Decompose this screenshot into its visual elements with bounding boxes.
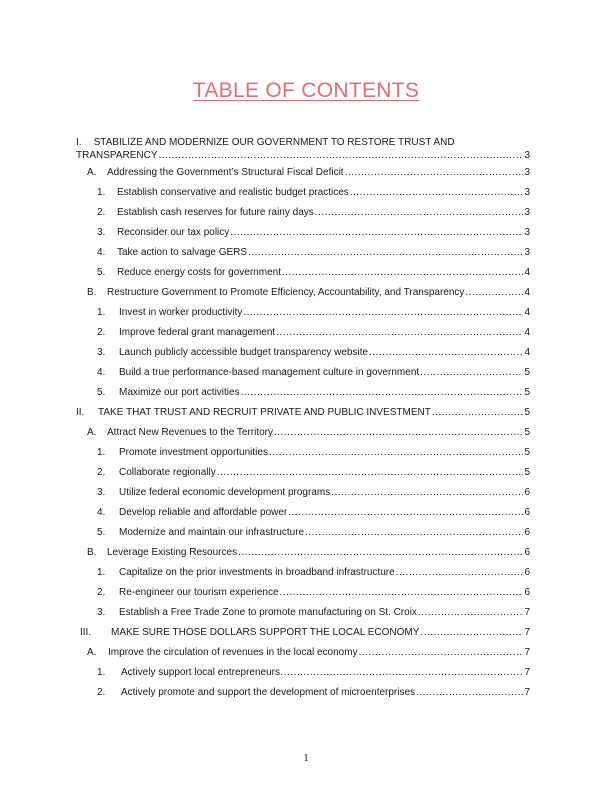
toc-text: Capitalize on the prior investments in broadband infrastructure [119, 567, 395, 578]
toc-entry[interactable] [87, 287, 530, 299]
toc-page: 3 [524, 150, 530, 161]
toc-number: III. [80, 627, 92, 638]
toc-leader [418, 607, 523, 619]
toc-page: 5 [524, 387, 530, 398]
toc-text: TAKE THAT TRUST AND RECRUIT PRIVATE AND PUBLIC INVESTMENT [98, 407, 431, 418]
toc-leader [288, 507, 523, 519]
toc-entry[interactable] [97, 667, 530, 679]
toc-entry[interactable] [97, 227, 530, 239]
toc-text: Actively support local entrepreneurs. [121, 667, 283, 678]
toc-text: Establish a Free Trade Zone to promote manufacturing on St. Croix [119, 607, 417, 618]
toc-text: Leverage Existing Resources [107, 547, 238, 558]
toc-leader [416, 687, 523, 699]
toc-page: 3 [524, 207, 530, 218]
toc-number: 1. [97, 567, 106, 578]
toc-page: 6 [524, 507, 530, 518]
toc-leader [369, 347, 523, 359]
toc-number: 4. [97, 367, 106, 378]
toc-entry[interactable] [97, 587, 530, 599]
toc-text: Build a true performance-based management culture in government [119, 367, 420, 378]
toc-number: 4. [97, 507, 106, 518]
toc-entry[interactable] [97, 207, 530, 219]
toc-page: 6 [524, 487, 530, 498]
toc-text: STABILIZE AND MODERNIZE OUR GOVERNMENT TO RESTORE TRUST AND [93, 137, 455, 148]
toc-number: B. [87, 547, 97, 558]
toc-number: A. [87, 167, 97, 178]
toc-number: 2. [97, 327, 106, 338]
toc-leader [241, 387, 523, 399]
toc-text: Attract New Revenues to the Territory [107, 427, 273, 438]
toc-leader [274, 427, 523, 439]
toc-page: 7 [524, 607, 530, 618]
toc-page: 4 [524, 267, 530, 278]
toc-number: 3. [97, 347, 106, 358]
toc-number: 3. [97, 227, 106, 238]
toc-entry[interactable] [87, 647, 530, 659]
toc-text: Collaborate regionally [119, 467, 216, 478]
toc-page: 4 [524, 347, 530, 358]
toc-text: Actively promote and support the development of microenterprises [121, 687, 416, 698]
toc-number: 3. [97, 487, 106, 498]
toc-number: 1. [97, 187, 106, 198]
toc-number: A. [87, 427, 97, 438]
toc-text: Modernize and maintain our infrastructure [119, 527, 305, 538]
toc-number: 2. [97, 207, 106, 218]
toc-entry[interactable] [97, 387, 530, 399]
toc-entry[interactable] [97, 567, 530, 579]
toc-text: Launch publicly accessible budget transparency website [119, 347, 369, 358]
toc-page: 6 [524, 547, 530, 558]
toc-leader [420, 627, 523, 639]
toc-page: 6 [524, 587, 530, 598]
toc-entry[interactable] [97, 447, 530, 459]
toc-text: MAKE SURE THOSE DOLLARS SUPPORT THE LOCAL ECONOMY [111, 627, 420, 638]
toc-number: 4. [97, 247, 106, 258]
toc-entry[interactable] [97, 507, 530, 519]
toc-page: 5 [524, 367, 530, 378]
toc-leader [248, 247, 523, 259]
toc-number: 3. [97, 607, 106, 618]
toc-section-i-line2[interactable] [76, 150, 530, 162]
toc-leader [280, 587, 523, 599]
toc-text: Reduce energy costs for government [117, 267, 281, 278]
toc-leader [243, 307, 523, 319]
toc-page: 3 [524, 187, 530, 198]
toc-entry[interactable] [87, 547, 530, 559]
toc-leader [276, 327, 523, 339]
toc-leader [230, 227, 523, 239]
toc-entry[interactable] [97, 367, 530, 379]
toc-number: 2. [97, 467, 106, 478]
toc-number: I. [76, 137, 82, 148]
toc-number: 5. [97, 387, 106, 398]
toc-entry[interactable] [97, 247, 530, 259]
toc-entry[interactable] [97, 687, 530, 699]
toc-text: Take action to salvage GERS [117, 247, 248, 258]
toc-leader [465, 287, 523, 299]
toc-leader [159, 150, 524, 162]
toc-entry[interactable] [97, 267, 530, 279]
toc-number: 5. [97, 267, 106, 278]
toc-entry[interactable] [97, 307, 530, 319]
toc-text: Maximize our port activities [119, 387, 240, 398]
toc-page: 7 [524, 647, 530, 658]
toc-page: 4 [524, 287, 530, 298]
toc-page: 7 [524, 667, 530, 678]
page-title: TABLE OF CONTENTS [192, 79, 420, 102]
page-number: 1 [303, 752, 309, 764]
toc-number: 2. [97, 687, 106, 698]
toc-leader [238, 547, 523, 559]
toc-text: Improve the circulation of revenues in the local economy [108, 647, 358, 658]
toc-page: 4 [524, 327, 530, 338]
toc-entry[interactable] [97, 487, 530, 499]
toc-number: B. [87, 287, 97, 298]
toc-leader [331, 487, 523, 499]
toc-page: 5 [524, 447, 530, 458]
toc-text: Improve federal grant management [119, 327, 276, 338]
toc-number: II. [76, 407, 85, 418]
toc-leader [217, 467, 523, 479]
toc-text: Utilize federal economic development programs [119, 487, 331, 498]
toc-page: 6 [524, 527, 530, 538]
toc-entry[interactable] [97, 467, 530, 479]
toc-leader [350, 187, 523, 199]
toc-text: Restructure Government to Promote Efficiency, Accountability, and Transparency [107, 287, 465, 298]
toc-text: Develop reliable and affordable power [119, 507, 288, 518]
toc-page: 6 [524, 567, 530, 578]
toc-entry[interactable] [97, 327, 530, 339]
toc-leader [345, 167, 523, 179]
toc-entry[interactable] [87, 167, 530, 179]
toc-entry[interactable] [97, 187, 530, 199]
toc-number: 5. [97, 527, 106, 538]
toc-page: 4 [524, 307, 530, 318]
toc-entry[interactable] [97, 527, 530, 539]
toc-leader [420, 367, 523, 379]
toc-text: Establish conservative and realistic budget practices [117, 187, 349, 198]
toc-leader [284, 667, 523, 679]
toc-number: 1. [97, 667, 106, 678]
toc-page: 7 [524, 687, 530, 698]
toc-entry[interactable] [97, 347, 530, 359]
toc-leader [315, 207, 523, 219]
toc-text: Re-engineer our tourism experience [119, 587, 279, 598]
toc-leader [282, 267, 523, 279]
toc-text: Reconsider our tax policy [117, 227, 230, 238]
toc-page: 3 [524, 247, 530, 258]
toc-entry[interactable] [97, 607, 530, 619]
toc-section-i-line1 [76, 137, 455, 148]
toc-text: Invest in worker productivity [119, 307, 243, 318]
toc-leader [432, 407, 523, 419]
toc-text: Establish cash reserves for future rainy days [117, 207, 314, 218]
toc-page: 3 [524, 227, 530, 238]
toc-page: 5 [524, 407, 530, 418]
toc-number: 2. [97, 587, 106, 598]
toc-entry[interactable] [80, 627, 530, 639]
toc-entry[interactable] [87, 427, 530, 439]
toc-number: A. [87, 647, 97, 658]
toc-leader [359, 647, 523, 659]
toc-page: 3 [524, 167, 530, 178]
toc-text: Promote investment opportunities [119, 447, 268, 458]
toc-text: TRANSPARENCY [76, 150, 158, 161]
toc-text: Addressing the Government’s Structural Fiscal Deficit [107, 167, 344, 178]
toc-leader [396, 567, 523, 579]
toc-page: 5 [524, 427, 530, 438]
toc-page: 7 [524, 627, 530, 638]
toc-number: 1. [97, 447, 106, 458]
toc-number: 1. [97, 307, 106, 318]
toc-leader [305, 527, 523, 539]
toc-entry[interactable] [76, 407, 530, 419]
toc-page: 5 [524, 467, 530, 478]
toc-leader [269, 447, 523, 459]
